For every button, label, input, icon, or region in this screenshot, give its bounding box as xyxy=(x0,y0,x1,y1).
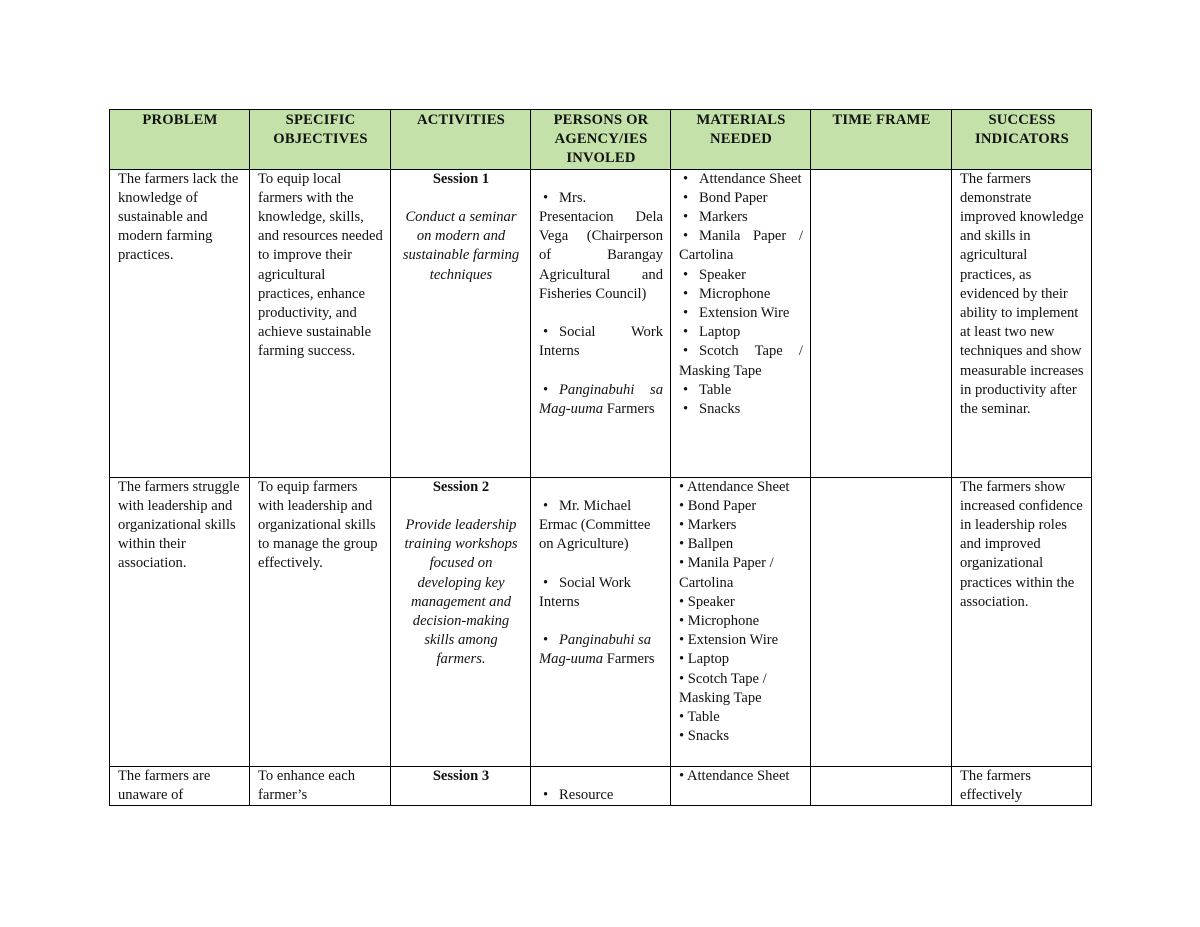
activity-text: Conduct a seminar on modern and sustainable farming techniques xyxy=(402,209,520,283)
material-item: • Laptop xyxy=(683,324,741,341)
problem-cell: The farmers are unaware of xyxy=(110,766,250,805)
material-item: • Table xyxy=(683,381,732,398)
problem-cell: The farmers struggle with leadership and organizational skills within their association. xyxy=(110,477,250,766)
persons-cell xyxy=(531,766,671,805)
success-indicator-cell: The farmers effectively xyxy=(952,766,1092,805)
material-item: • Attendance Sheet xyxy=(679,767,790,784)
header-time-frame: TIME FRAME xyxy=(811,110,952,170)
material-item: • Attendance Sheet xyxy=(683,170,802,187)
materials-cell xyxy=(671,766,811,805)
material-item: • Attendance Sheet xyxy=(679,478,790,495)
person-item: • Panginabuhi sa Mag-uuma Farmers xyxy=(539,381,663,417)
material-item: • Table xyxy=(679,709,720,726)
session-label: Session 1 xyxy=(432,170,490,187)
person-item: • Mr. Michael Ermac (Committee on Agriculture) xyxy=(539,497,651,553)
material-item: • Extension Wire xyxy=(679,632,779,649)
objective-cell: To equip local farmers with the knowledge, skills, and resources needed to improve their agricultural practices, enhance productivity, and achieve sustainable farming success. xyxy=(250,169,391,477)
objective-cell: To enhance each farmer’s xyxy=(250,766,391,805)
person-item: • Social Work Interns xyxy=(539,574,631,610)
success-indicator-cell: The farmers demonstrate improved knowledge and skills in agricultural practices, as evidenced by their ability to implement at least two new techniques and show measurable increases in productivity after the seminar. xyxy=(952,169,1092,477)
time-frame-cell xyxy=(811,169,952,477)
table-row xyxy=(110,766,1092,805)
material-item: • Bond Paper xyxy=(679,497,757,514)
table-row xyxy=(110,477,1092,766)
problem-cell: The farmers lack the knowledge of sustainable and modern farming practices. xyxy=(110,169,250,477)
time-frame-cell xyxy=(811,766,952,805)
header-problem: PROBLEM xyxy=(110,110,250,170)
material-item: • Snacks xyxy=(679,728,730,745)
materials-cell xyxy=(671,169,811,477)
time-frame-cell xyxy=(811,477,952,766)
person-item: • Panginabuhi sa Mag-uuma Farmers xyxy=(539,632,655,668)
material-item: • Manila Paper / Cartolina xyxy=(679,555,774,591)
persons-cell xyxy=(531,477,671,766)
material-item: • Laptop xyxy=(679,651,730,668)
header-materials-needed: MATERIALS NEEDED xyxy=(671,110,811,170)
material-item: • Extension Wire xyxy=(683,305,790,322)
material-item: • Scotch Tape / Masking Tape xyxy=(679,343,803,379)
session-label: Session 2 xyxy=(432,478,490,495)
material-item: • Markers xyxy=(683,209,748,226)
success-indicator-cell: The farmers show increased confidence in leadership roles and improved organizational practices within the association. xyxy=(952,477,1092,766)
header-specific-objectives: SPECIFIC OBJECTIVES xyxy=(250,110,391,170)
header-persons-agencies: PERSONS OR AGENCY/IES INVOLED xyxy=(531,110,671,170)
material-item: • Scotch Tape / Masking Tape xyxy=(679,670,767,706)
activities-cell xyxy=(391,169,531,477)
material-item: • Microphone xyxy=(679,613,760,630)
material-item: • Ballpen xyxy=(679,536,734,553)
objective-cell: To equip farmers with leadership and organizational skills to manage the group effectively. xyxy=(250,477,391,766)
header-activities: ACTIVITIES xyxy=(391,110,531,170)
header-row xyxy=(110,110,1092,170)
person-item: • Resource xyxy=(543,786,614,803)
header-success-indicators: SUCCESS INDICATORS xyxy=(952,110,1092,170)
table-row xyxy=(110,169,1092,477)
persons-cell xyxy=(531,169,671,477)
material-item: • Bond Paper xyxy=(683,189,768,206)
material-item: • Speaker xyxy=(683,266,747,283)
material-item: • Manila Paper / Cartolina xyxy=(679,228,803,264)
material-item: • Markers xyxy=(679,517,737,534)
activities-cell xyxy=(391,766,531,805)
materials-cell xyxy=(671,477,811,766)
person-item: • Social Work Interns xyxy=(539,324,663,360)
session-label: Session 3 xyxy=(432,767,490,784)
material-item: • Snacks xyxy=(683,401,741,418)
activities-cell xyxy=(391,477,531,766)
activity-text: Provide leadership training workshops focused on developing key management and decision-making skills among farmers. xyxy=(404,517,518,668)
action-plan-table xyxy=(109,109,1092,806)
material-item: • Microphone xyxy=(683,285,771,302)
person-item: • Mrs. Presentacion Dela Vega (Chairperson of Barangay Agricultural and Fisheries Council) xyxy=(539,189,663,302)
material-item: • Speaker xyxy=(679,593,735,610)
